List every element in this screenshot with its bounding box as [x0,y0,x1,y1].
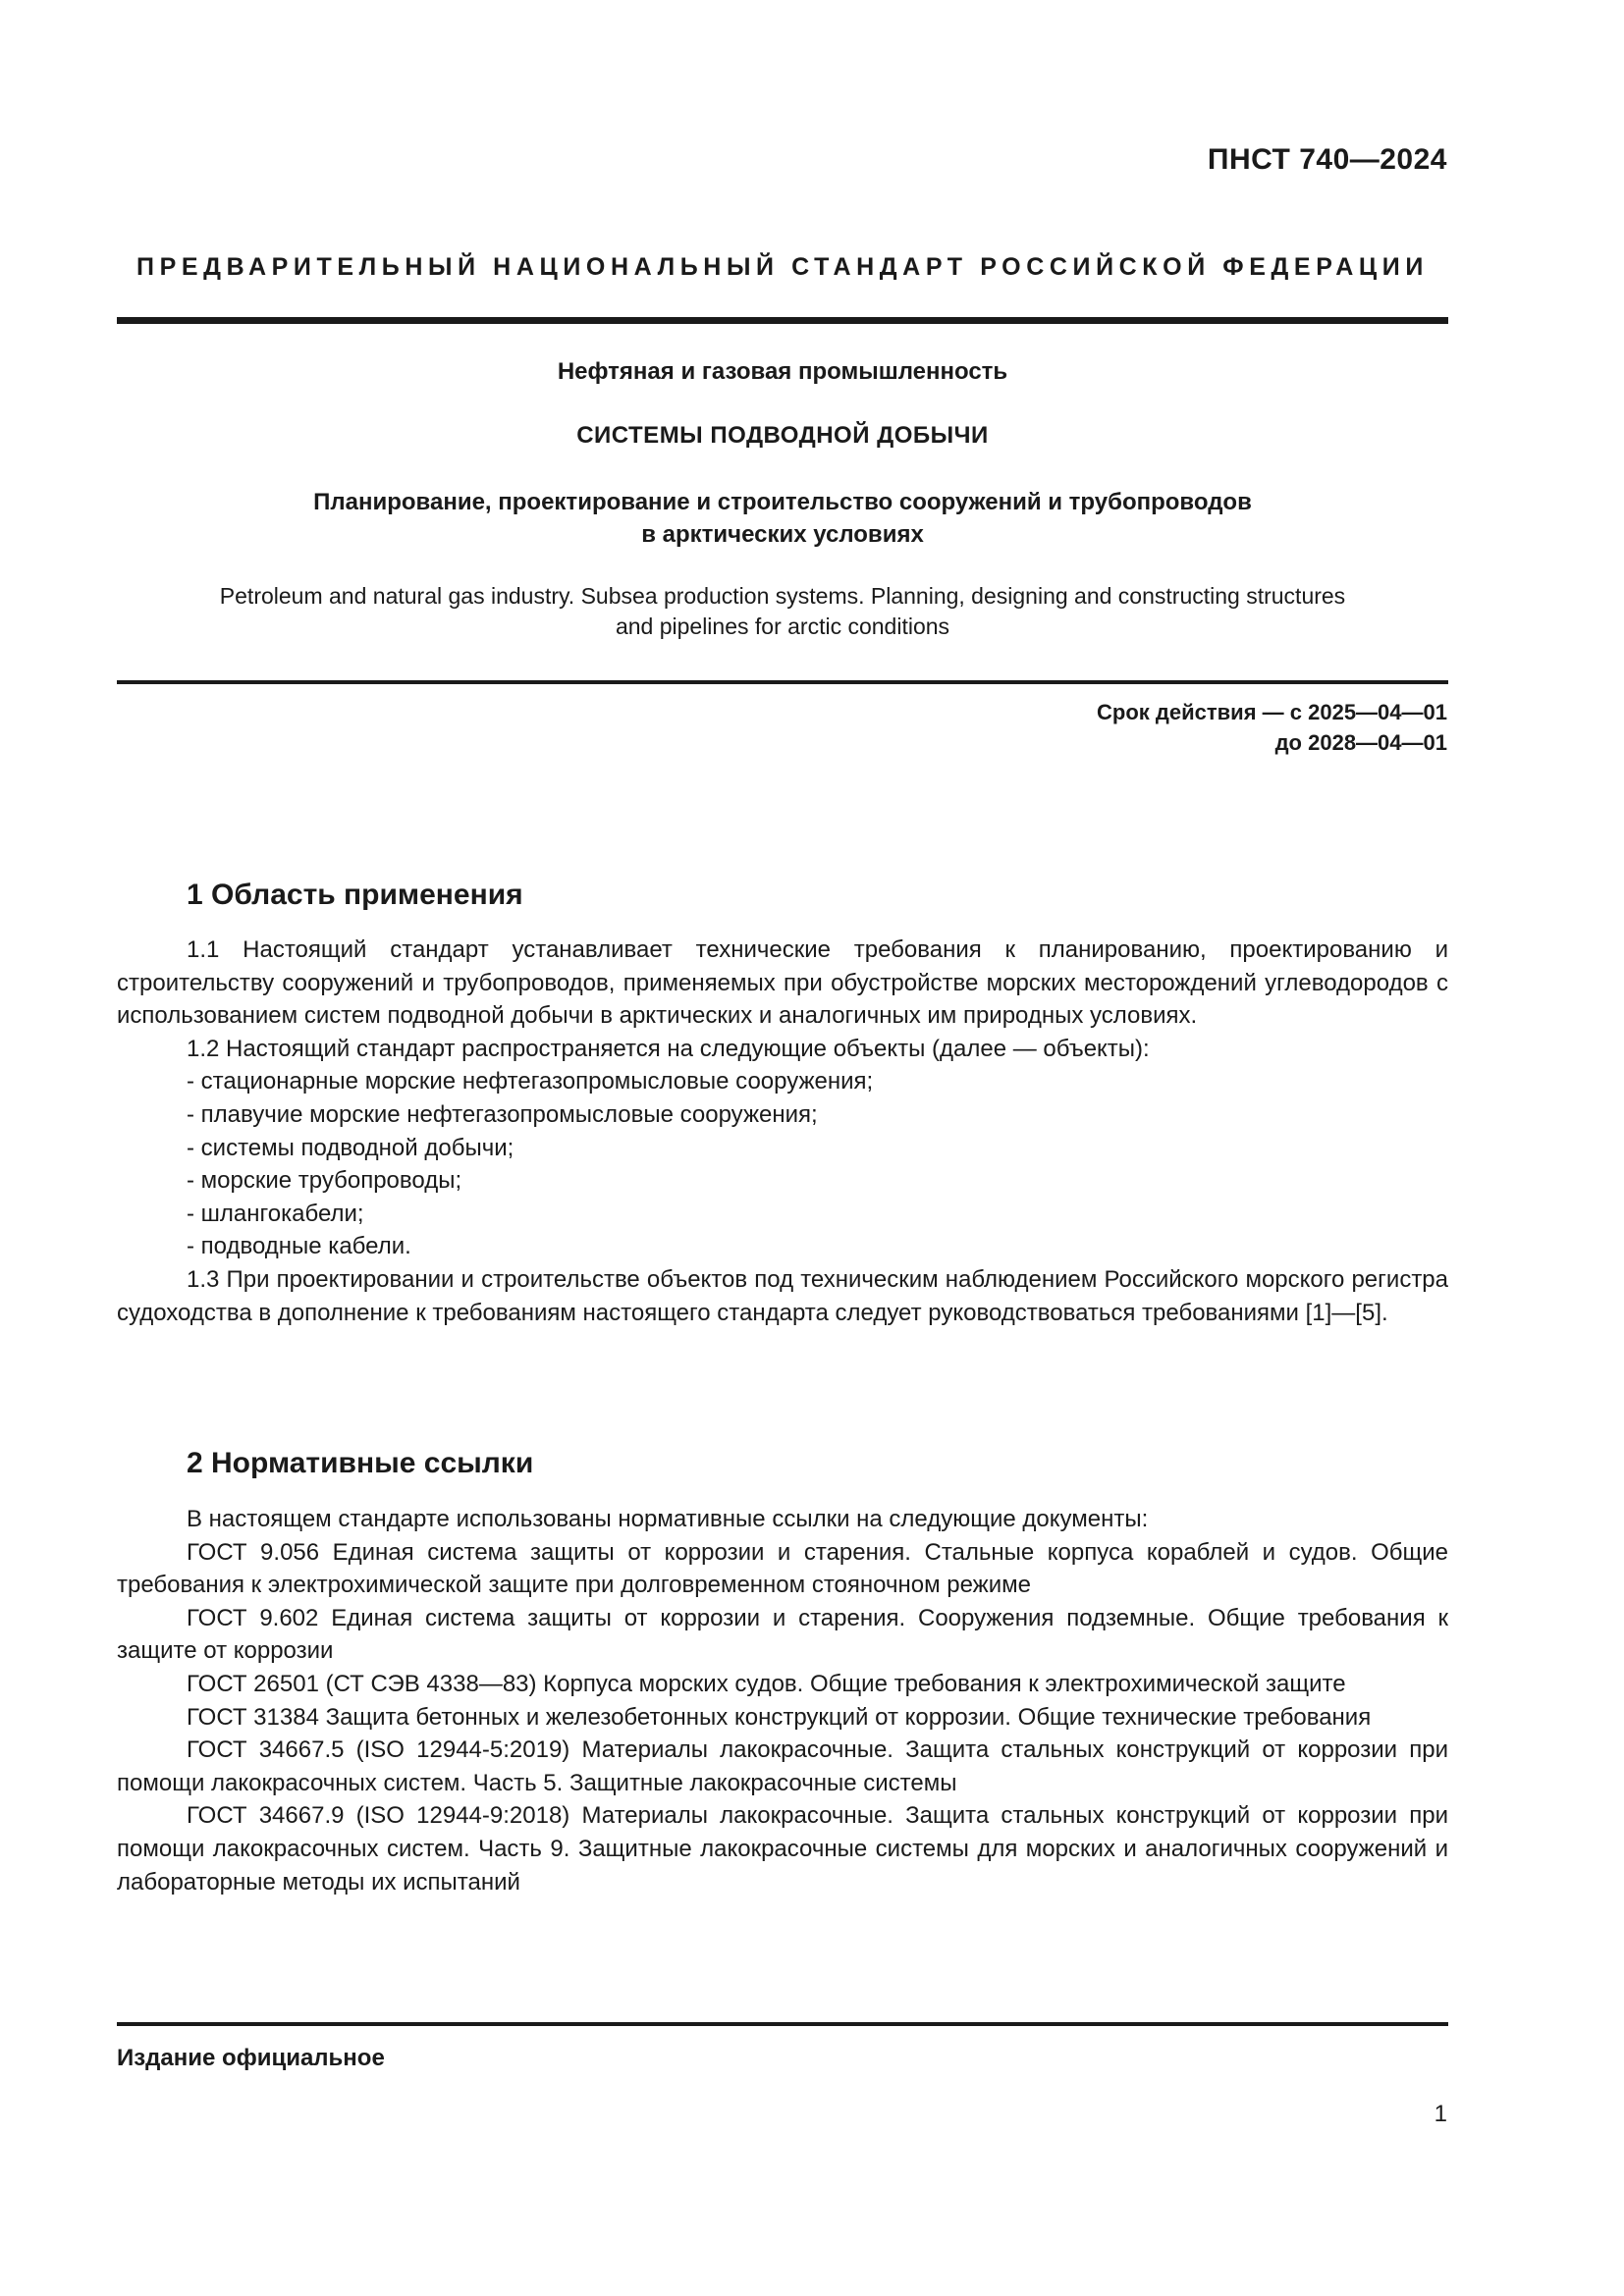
validity-period [1097,697,1447,758]
clause-1-2: 1.2 Настоящий стандарт распространяется на следующие объекты (далее — объекты): [187,1035,1150,1062]
reference-item: ГОСТ 9.602 Единая система защиты от коррозии и старения. Сооружения подземные. Общие требования к защите от коррозии [117,1604,1448,1665]
industry-title: Нефтяная и газовая промышленность [557,358,1008,385]
section-2-body [117,1503,1448,1898]
footer-divider [117,2022,1448,2026]
validity-end: до 2028—04—01 [1274,730,1447,755]
system-title: СИСТЕМЫ ПОДВОДНОЙ ДОБЫЧИ [576,422,989,449]
clause-1-1: 1.1 Настоящий стандарт устанавливает технические требования к планированию, проектированию и строительству сооружений и трубопроводов, применяемых при обустройстве морских месторождений углеводородов с использованием систем подводной добычи в арктических и аналогичных им природных условиях. [117,936,1448,1030]
list-item: - шлангокабели; [187,1200,364,1227]
top-divider [117,317,1448,324]
russian-title-line-1: Планирование, проектирование и строительство сооружений и трубопроводов [313,489,1252,515]
reference-item: ГОСТ 34667.5 (ISO 12944-5:2019) Материалы лакокрасочные. Защита стальных конструкций от коррозии при помощи лакокрасочных систем. Часть 5. Защитные лакокрасочные системы [117,1736,1448,1796]
standard-type-heading: ПРЕДВАРИТЕЛЬНЫЙ НАЦИОНАЛЬНЫЙ СТАНДАРТ РОССИЙСКОЙ ФЕДЕРАЦИИ [136,253,1429,281]
clause-1-3: 1.3 При проектировании и строительстве объектов под техническим наблюдением Российского морского регистра судоходства в дополнение к требованиям настоящего стандарта следует руководствоваться требованиями [1]—[5]. [117,1265,1448,1326]
section-1-heading: 1 Область применения [187,879,523,911]
list-item: - системы подводной добычи; [187,1134,514,1161]
list-item: - подводные кабели. [187,1233,411,1260]
reference-item: ГОСТ 31384 Защита бетонных и железобетонных конструкций от коррозии. Общие технические требования [187,1703,1372,1731]
russian-title-line-2: в арктических условиях [641,521,924,548]
official-edition-label: Издание официальное [117,2045,385,2071]
reference-item: ГОСТ 9.056 Единая система защиты от коррозии и старения. Стальные корпуса кораблей и судов. Общие требования к электрохимической защите при долговременном стояночном режиме [117,1538,1448,1599]
russian-title [117,486,1448,551]
section-2-heading: 2 Нормативные ссылки [187,1447,534,1479]
english-title-line-1: Petroleum and natural gas industry. Subsea production systems. Planning, designing and constructing structures [219,583,1346,609]
list-item: - морские трубопроводы; [187,1167,462,1195]
reference-item: ГОСТ 26501 (СТ СЭВ 4338—83) Корпуса морских судов. Общие требования к электрохимической защите [187,1670,1346,1697]
standard-designation: ПНСТ 740—2024 [1207,143,1447,176]
references-intro: В настоящем стандарте использованы нормативные ссылки на следующие документы: [187,1506,1149,1532]
section-1-body [117,934,1448,1329]
english-title [117,581,1448,642]
page-number: 1 [1434,2101,1447,2127]
list-item: - плавучие морские нефтегазопромысловые сооружения; [187,1100,818,1128]
reference-item: ГОСТ 34667.9 (ISO 12944-9:2018) Материалы лакокрасочные. Защита стальных конструкций от коррозии при помощи лакокрасочных систем. Часть 9. Защитные лакокрасочные системы для морских и аналогичных сооружений и лабораторные методы их испытаний [117,1802,1448,1896]
validity-start: Срок действия — с 2025—04—01 [1097,700,1447,724]
title-divider [117,680,1448,684]
list-item: - стационарные морские нефтегазопромысловые сооружения; [187,1068,874,1095]
english-title-line-2: and pipelines for arctic conditions [615,614,950,639]
